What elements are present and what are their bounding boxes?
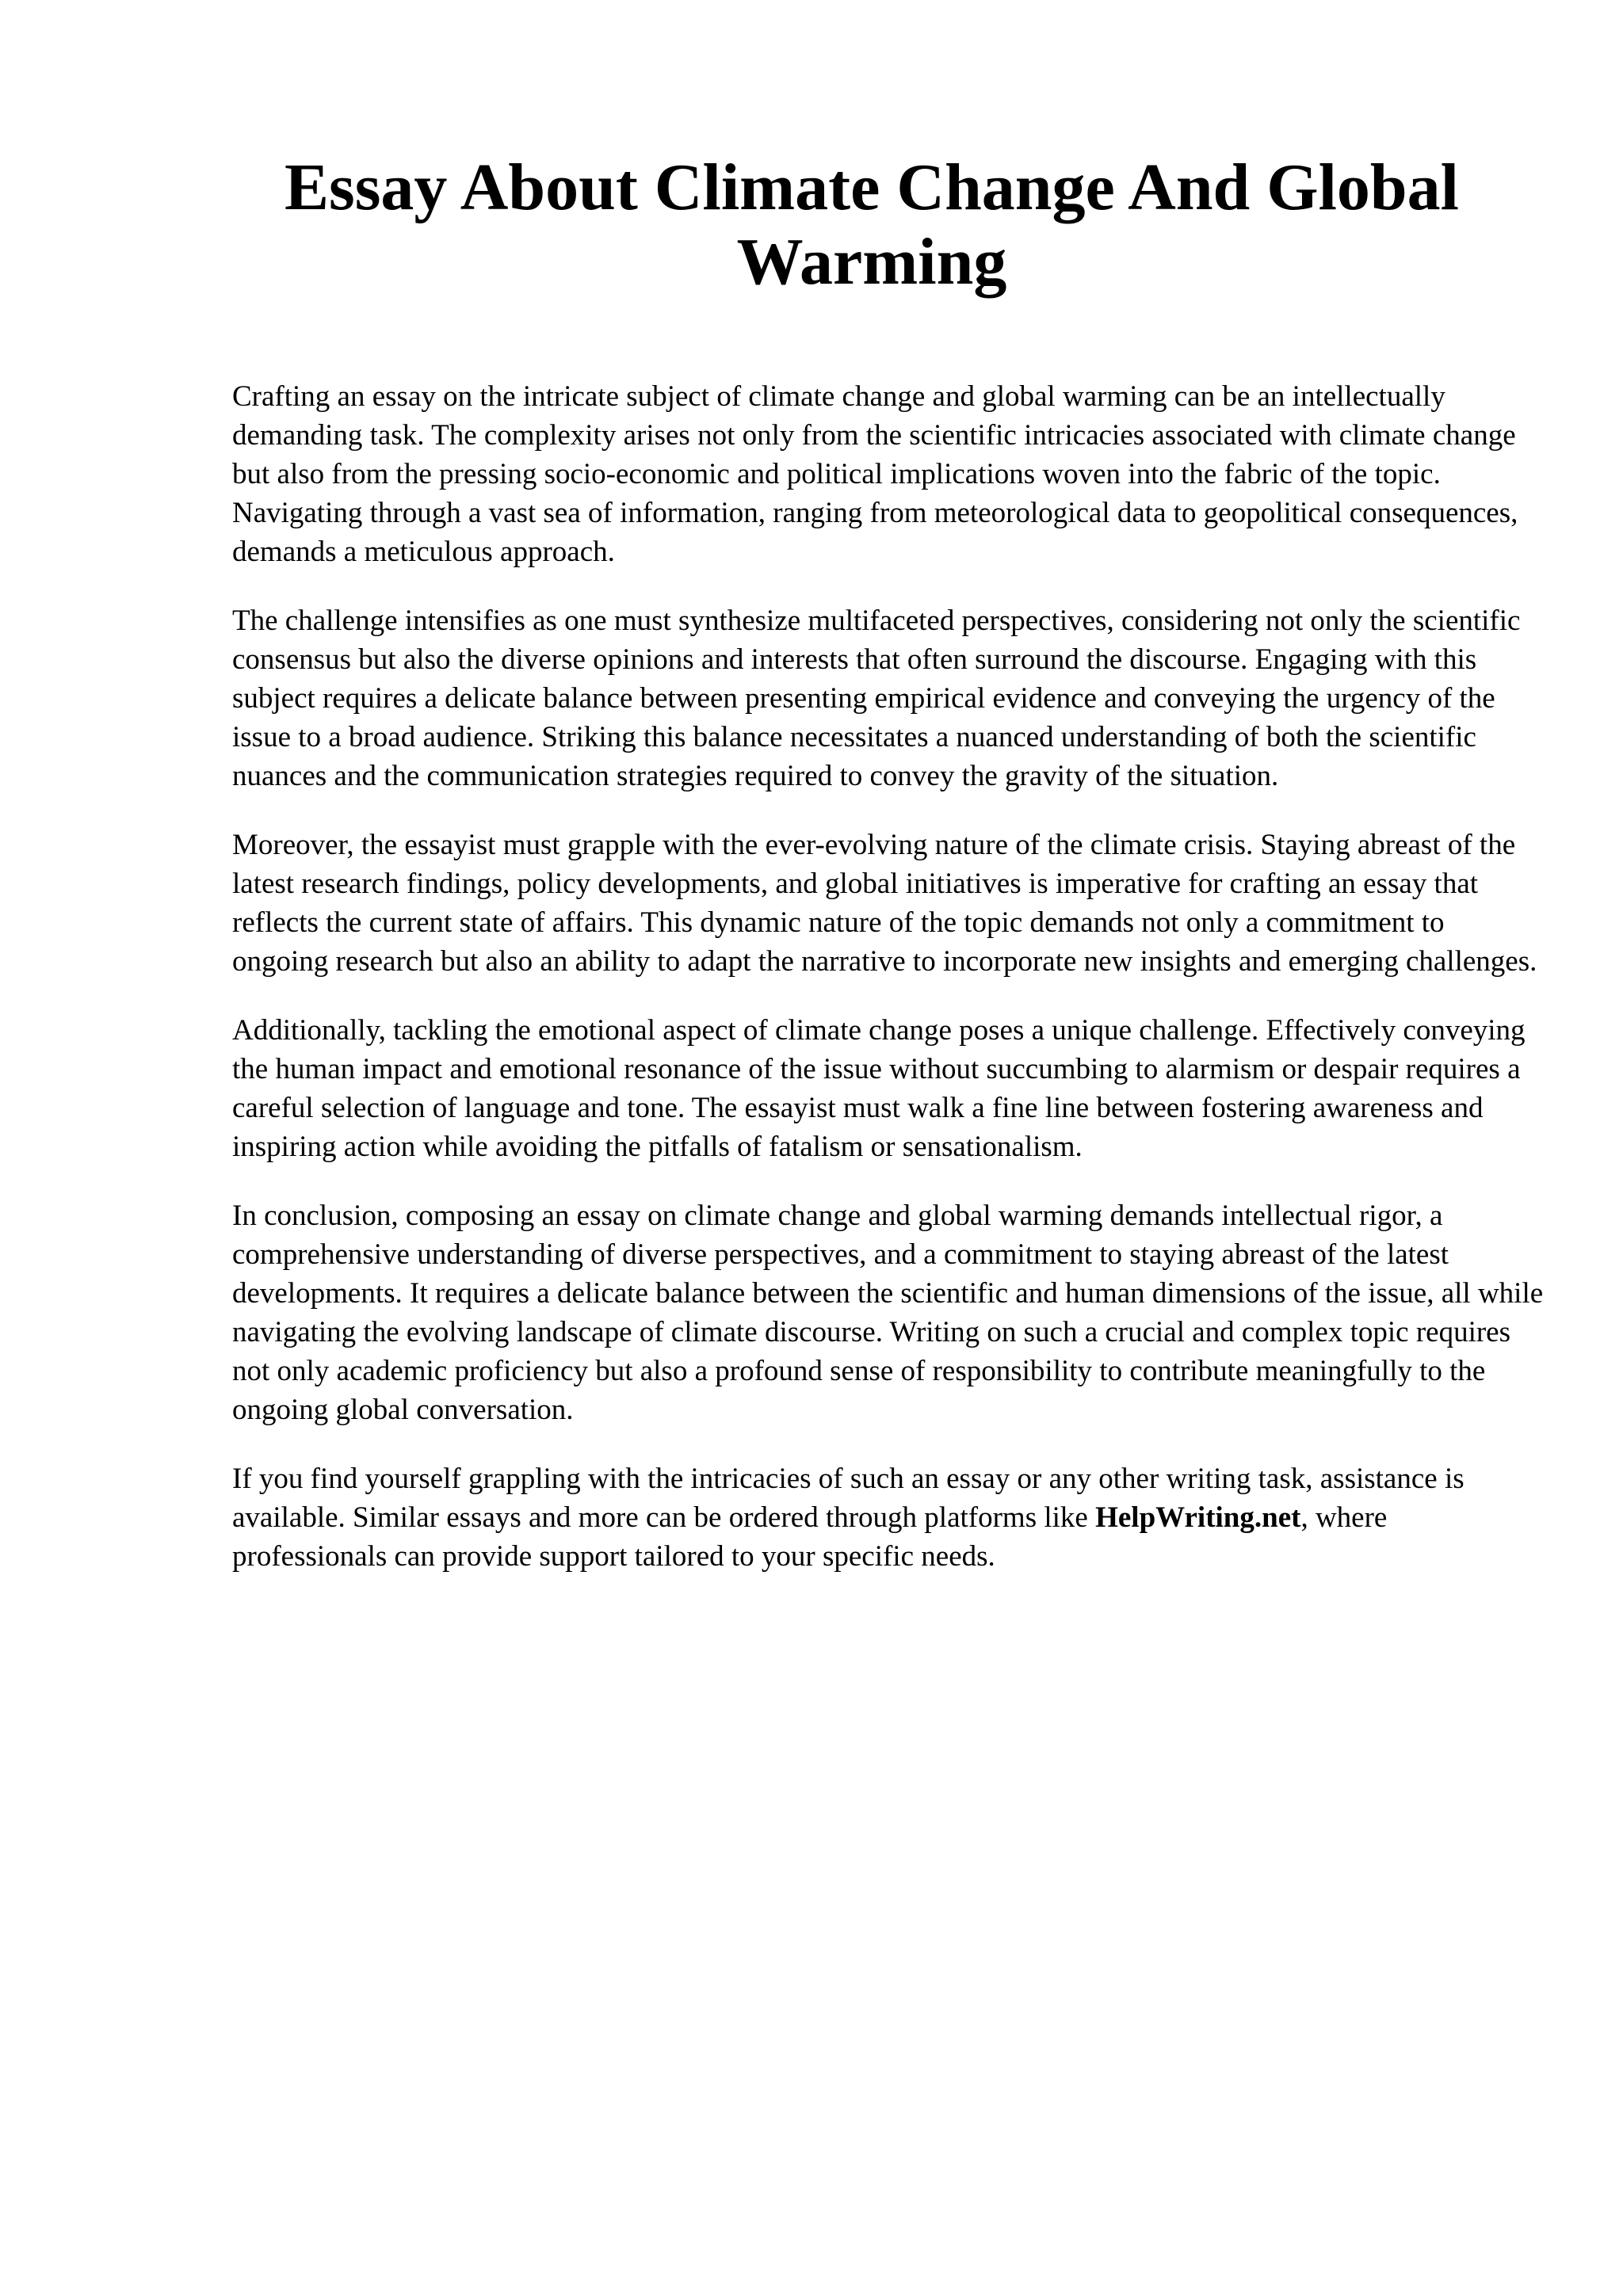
paragraph-3: Moreover, the essayist must grapple with the ever-evolving nature of the climate crisis. Staying abreast of the latest research findings, policy developments, and global initiatives is imperative for crafting an essay that reflects the current state of affairs. This dynamic nature of the topic demands not only a commitment to ongoing research but also an ability to adapt the narrative to incorporate new insights and emerging challenges. [232, 829, 1537, 978]
paragraph-5: In conclusion, composing an essay on climate change and global warming demands intellectual rigor, a comprehensive understanding of diverse perspectives, and a commitment to staying abreast of the latest developments. It requires a delicate balance between the scientific and human dimensions of the issue, all while navigating the evolving landscape of climate discourse. Writing on such a crucial and complex topic requires not only academic proficiency but also a profound sense of responsibility to contribute meaningfully to the ongoing global conversation. [232, 1199, 1544, 1426]
helpwriting-link[interactable]: HelpWriting.net [1095, 1501, 1301, 1534]
paragraph-2: The challenge intensifies as one must synthesize multifaceted perspectives, considering not only the scientific consensus but also the diverse opinions and interests that often surround the discourse. Engaging with this subject requires a delicate balance between presenting empirical evidence and conveying the urgency of the issue to a broad audience. Striking this balance necessitates a nuanced understanding of both the scientific nuances and the communication strategies required to convey the gravity of the situation. [232, 605, 1521, 792]
closing-paragraph [232, 1459, 1548, 1576]
paragraph-4: Additionally, tackling the emotional aspect of climate change poses a unique challenge. Effectively conveying the human impact and emotional resonance of the issue without succumbing to alarmism or despair requires a careful selection of language and tone. The essayist must walk a fine line between fostering awareness and inspiring action while avoiding the pitfalls of fatalism or sensationalism. [232, 1014, 1526, 1163]
essay-body [232, 377, 1548, 1606]
closing-text-before: If you find yourself grappling with the intricacies of such an essay or any other writing task, assistance is available. Similar essays and more can be ordered through platforms like [232, 1463, 1465, 1534]
paragraph-1: Crafting an essay on the intricate subject of climate change and global warming can be an intellectually demanding task. The complexity arises not only from the scientific intricacies associated with climate change but also from the pressing socio-economic and political implications woven into the fabric of the topic. Navigating through a vast sea of information, ranging from meteorological data to geopolitical consequences, demands a meticulous approach. [232, 380, 1518, 568]
closing-text-after: , where professionals can provide support tailored to your specific needs. [232, 1501, 1388, 1573]
page-title: Essay About Climate Change And Global Warming [285, 151, 1459, 299]
